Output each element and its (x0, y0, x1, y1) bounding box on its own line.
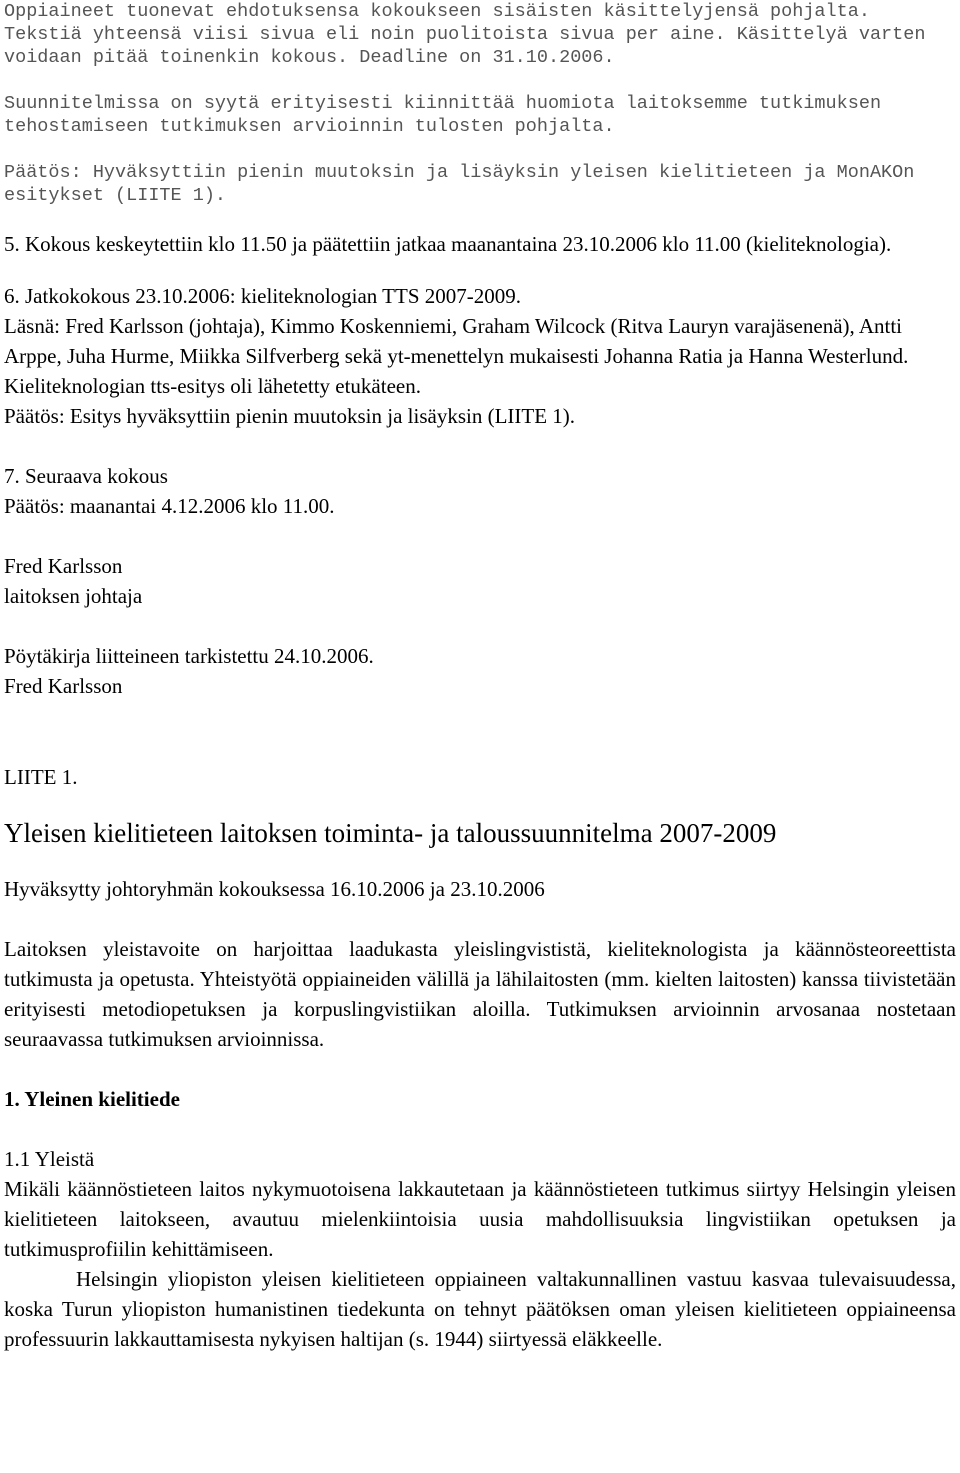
item-6-section (4, 281, 956, 431)
item-6-note: Kieliteknologian tts-esitys oli lähetetty etukäteen. (4, 374, 421, 398)
document-page (4, 0, 956, 1354)
section-1-1-paragraph-1: Mikäli käännöstieteen laitos nykymuotoisena lakkautetaan ja käännöstieteen tutkimus siirtyy Helsingin yleisen kielitieteen laitokseen, avautuu mielenkiintoisia uusia mahdollisuuksia lingvistiikan opetuksen ja tutkimusprofiilin kehittämiseen. (4, 1177, 956, 1261)
item-7-decision: Päätös: maanantai 4.12.2006 klo 11.00. (4, 494, 335, 518)
item-6-title: 6. Jatkokokous 23.10.2006: kieliteknologian TTS 2007-2009. (4, 284, 522, 308)
appendix-title: Yleisen kielitieteen laitoksen toiminta- ja taloussuunnitelma 2007-2009 (4, 818, 777, 848)
signature-name: Fred Karlsson (4, 554, 123, 578)
item-7-title: 7. Seuraava kokous (4, 464, 168, 488)
signature-role: laitoksen johtaja (4, 584, 143, 608)
section-1-1-title: 1.1 Yleistä (4, 1147, 95, 1171)
mono-paragraph-research: Suunnitelmissa on syytä erityisesti kiinnittää huomiota laitoksemme tutkimuksen tehostamiseen tutkimuksen arvioinnin tulosten pohjalta. (4, 93, 893, 137)
item-6-present: Läsnä: Fred Karlsson (johtaja), Kimmo Koskenniemi, Graham Wilcock (Ritva Lauryn varajäsenenä), Antti Arppe, Juha Hurme, Miikka Silfverberg sekä yt-menettelyn mukaisesti Johanna Ratia ja Hanna Westerlund. (4, 314, 909, 368)
item-5-paragraph: 5. Kokous keskeytettiin klo 11.50 ja päätettiin jatkaa maanantaina 23.10.2006 klo 11.00 (kieliteknologia). (4, 232, 892, 256)
item-6-decision: Päätös: Esitys hyväksyttiin pienin muutoksin ja lisäyksin (LIITE 1). (4, 404, 576, 428)
checked-name: Fred Karlsson (4, 674, 123, 698)
checked-block (4, 641, 956, 701)
appendix-label: LIITE 1. (4, 765, 78, 789)
checked-text: Pöytäkirja liitteineen tarkistettu 24.10.2006. (4, 644, 374, 668)
section-1-title: 1. Yleinen kielitiede (4, 1087, 180, 1111)
appendix-goal: Laitoksen yleistavoite on harjoittaa laadukasta yleislingvististä, kieliteknologista ja käännösteoreettista tutkimusta ja opetusta. Yhteistyötä oppiaineiden välillä ja lähilaitosten (mm. kielten laitosten) kanssa tiivistetään erityisesti metodiopetuksen ja korpuslingvistiikan aloilla. Tutkimuksen arvioinnin arvosanaa nostetaan seuraavassa tutkimuksen arvioinnissa. (4, 937, 956, 1051)
mono-paragraph-decision: Päätös: Hyväksyttiin pienin muutoksin ja lisäyksin yleisen kielitieteen ja MonAKOn esitykset (LIITE 1). (4, 162, 926, 206)
section-1-1-paragraph-2: Helsingin yliopiston yleisen kielitieteen oppiaineen valtakunnallinen vastuu kasvaa tulevaisuudessa, koska Turun yliopiston humanistinen tiedekunta on tehnyt päätöksen oman yleisen kielitieteen oppiaineensa professuurin lakkauttamisesta nykyisen haltijan (s. 1944) siirtyessä eläkkeelle. (4, 1267, 956, 1351)
signature-block (4, 551, 956, 611)
mono-paragraph-deadline: Oppiaineet tuonevat ehdotuksensa kokoukseen sisäisten käsittelyjensä pohjalta. Tekstiä yhteensä viisi sivua eli noin puolitoista sivua per aine. Käsittelyä varten voidaan pitää toinenkin kokous. Deadline on 31.10.2006. (4, 1, 937, 68)
appendix-approved: Hyväksytty johtoryhmän kokouksessa 16.10.2006 ja 23.10.2006 (4, 877, 545, 901)
item-7-section (4, 461, 956, 521)
